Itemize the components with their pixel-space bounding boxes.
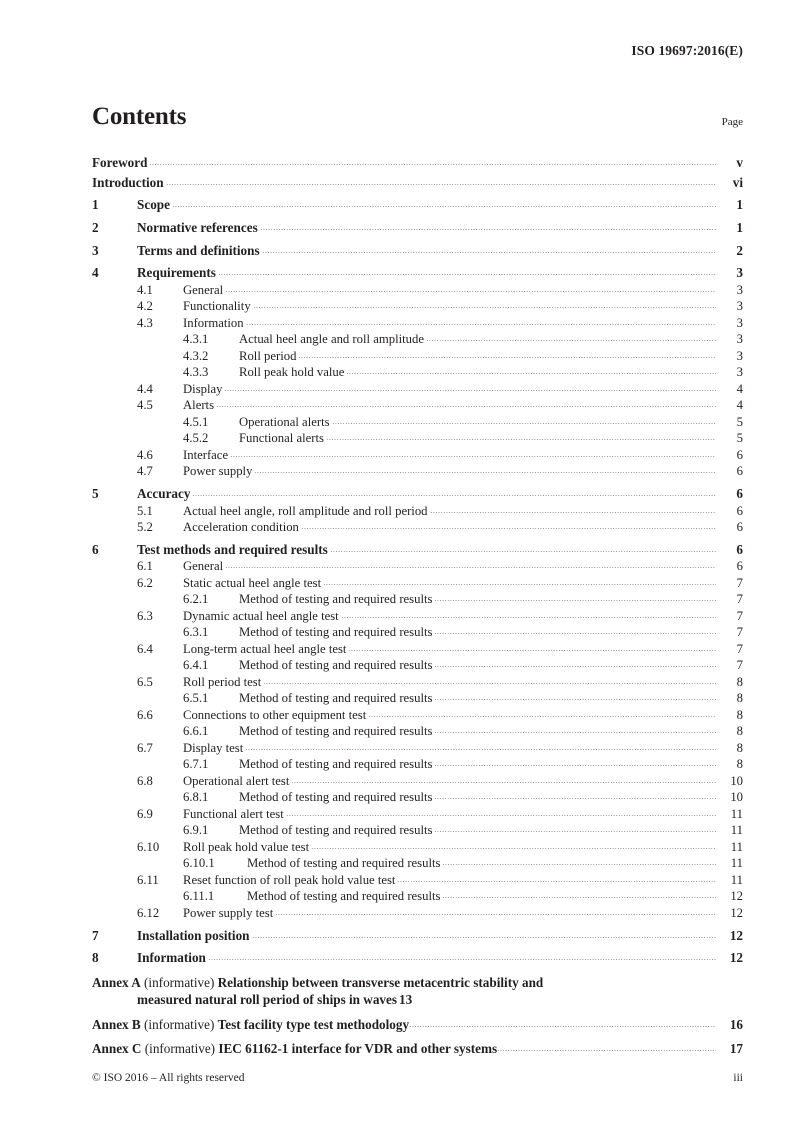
toc-dot-leader: [434, 824, 716, 834]
toc-dot-leader: [298, 350, 716, 360]
toc-entry-page-number: v: [736, 155, 743, 170]
toc-entry-page-number: 11: [730, 872, 743, 887]
toc-entry[interactable]: [92, 220, 743, 237]
toc-dot-leader: [397, 874, 716, 884]
toc-entry[interactable]: [92, 315, 743, 332]
contents-heading-block: [92, 104, 743, 129]
toc-dot-leader: [218, 267, 716, 277]
toc-entry[interactable]: [92, 331, 743, 348]
toc-entry[interactable]: [92, 674, 743, 691]
toc-entry[interactable]: [92, 414, 743, 431]
toc-entry-number: 6.12: [137, 905, 160, 920]
toc-dot-leader: [434, 659, 716, 669]
toc-entry-page-number: 6: [736, 486, 743, 502]
toc-entry-label: Method of testing and required results: [239, 823, 433, 838]
toc-annex-head: [92, 974, 545, 991]
toc-entry[interactable]: [92, 888, 743, 905]
toc-annex-title: Test facility type test methodology: [217, 1016, 410, 1032]
toc-entry-number: 6.2: [137, 575, 153, 590]
toc-entry[interactable]: [92, 855, 743, 872]
toc-dot-leader: [149, 157, 716, 167]
toc-dot-leader: [434, 593, 716, 603]
toc-entry-number: 6.4.1: [183, 658, 209, 673]
toc-entry-page-number: 7: [736, 592, 743, 607]
toc-entry[interactable]: [92, 348, 743, 365]
toc-entry-page-number: 11: [730, 856, 743, 871]
toc-entry-page-number: 7: [736, 625, 743, 640]
toc-entry[interactable]: [92, 447, 743, 464]
toc-dot-leader: [442, 890, 716, 900]
toc-entry-number: 6.11.1: [183, 889, 215, 904]
toc-entry-page-number: 12: [730, 889, 743, 904]
toc-entry-page-number: 3: [736, 365, 743, 380]
toc-entry-label: Acceleration condition: [183, 520, 299, 535]
toc-dot-leader: [430, 505, 716, 515]
toc-annex-page-number: 13: [399, 992, 413, 1008]
toc-dot-leader: [275, 907, 716, 917]
toc-dot-leader: [348, 643, 716, 653]
toc-entry-page-number: 12: [730, 905, 743, 920]
toc-annex-name: Annex B: [92, 1016, 141, 1032]
toc-entry-label: Normative references: [137, 220, 258, 236]
toc-entry[interactable]: [92, 397, 743, 414]
toc-dot-leader: [254, 465, 716, 475]
toc-dot-leader: [332, 416, 716, 426]
toc-entry-label: Functional alert test: [183, 806, 284, 821]
toc-entry-number: 6.8: [137, 773, 153, 788]
toc-entry-number: 4.3: [137, 315, 153, 330]
toc-entry-page-number: 11: [730, 839, 743, 854]
toc-entry-label: General: [183, 559, 224, 574]
toc-entry-label: Actual heel angle and roll amplitude: [239, 332, 424, 347]
toc-entry-page-number: 6: [736, 559, 743, 574]
toc-entry-number: 5.2: [137, 520, 153, 535]
toc-annex-title: Relationship between transverse metacentric stability and: [217, 975, 544, 991]
toc-dot-leader: [326, 432, 716, 442]
toc-dot-leader: [263, 676, 716, 686]
toc-entry[interactable]: [92, 657, 743, 674]
toc-annex-head: [92, 1040, 497, 1057]
toc-entry-page-number: 2: [736, 242, 743, 258]
toc-entry-number: 2: [92, 220, 99, 236]
toc-entry[interactable]: [92, 591, 743, 608]
toc-dot-leader: [434, 725, 716, 735]
toc-entry[interactable]: [92, 430, 743, 447]
toc-entry[interactable]: [92, 905, 743, 922]
toc-entry-label: Method of testing and required results: [239, 625, 433, 640]
toc-entry-page-number: 8: [736, 691, 743, 706]
toc-entry-label: Installation position: [137, 927, 250, 943]
toc-entry[interactable]: [92, 822, 743, 839]
toc-entry-page-number: 7: [736, 575, 743, 590]
toc-dot-leader: [260, 222, 716, 232]
toc-entry-number: 4.3.3: [183, 365, 209, 380]
toc-entry-number: 6.7: [137, 740, 153, 755]
copyright-notice: © ISO 2016 – All rights reserved: [92, 1072, 245, 1084]
toc-annex-title: IEC 61162-1 interface for VDR and other systems: [218, 1041, 498, 1057]
toc-dot-leader: [172, 199, 716, 209]
toc-entry-label: Functional alerts: [239, 431, 324, 446]
toc-entry[interactable]: [92, 740, 743, 757]
toc-entry-number: 4.6: [137, 447, 153, 462]
toc-entry-page-number: 3: [736, 315, 743, 330]
toc-entry-number: 6.9: [137, 806, 153, 821]
toc-entry-number: 4.2: [137, 299, 153, 314]
toc-entry-number: 6: [92, 541, 99, 557]
toc-entry-number: 6.1: [137, 559, 153, 574]
toc-entry-page-number: 11: [730, 823, 743, 838]
toc-entry-number: 6.6: [137, 707, 153, 722]
toc-entry-number: 4.5: [137, 398, 153, 413]
toc-entry-page-number: 12: [729, 927, 743, 943]
toc-annex-name: Annex A: [92, 975, 141, 991]
toc-entry-page-number: 4: [736, 381, 743, 396]
toc-entry-label: Dynamic actual heel angle test: [183, 608, 339, 623]
toc-entry-page-number: 8: [736, 674, 743, 689]
toc-entry-page-number: 3: [736, 282, 743, 297]
toc-entry-page-number: 3: [736, 332, 743, 347]
toc-entry-page-number: 11: [730, 806, 743, 821]
toc-entry-label: Terms and definitions: [137, 242, 260, 258]
toc-entry-label: Method of testing and required results: [239, 757, 433, 772]
toc-entry-label: Operational alerts: [239, 414, 330, 429]
toc-entry-number: 6.5.1: [183, 691, 209, 706]
toc-dot-leader: [442, 857, 716, 867]
toc-entry[interactable]: [92, 806, 743, 823]
toc-dot-leader: [230, 449, 716, 459]
toc-entry-label: Method of testing and required results: [239, 658, 433, 673]
toc-entry-number: 6.11: [137, 872, 159, 887]
toc-entry-page-number: 10: [730, 773, 743, 788]
toc-entry-label: Display: [183, 381, 223, 396]
toc-dot-leader: [245, 742, 716, 752]
toc-entry-page-number: 6: [736, 520, 743, 535]
toc-entry-label: Information: [183, 315, 244, 330]
toc-entry-label: Long-term actual heel angle test: [183, 641, 347, 656]
toc-dot-leader: [301, 521, 716, 531]
toc-entry[interactable]: [92, 265, 743, 282]
toc-entry-number: 6.4: [137, 641, 153, 656]
toc-entry-number: 4: [92, 265, 99, 281]
table-of-contents: [92, 155, 743, 1057]
toc-dot-leader: [192, 488, 716, 498]
toc-entry-number: 6.10: [137, 839, 160, 854]
toc-entry[interactable]: [92, 723, 743, 740]
toc-entry-number: 6.10.1: [183, 856, 215, 871]
toc-annex-kind: (informative): [144, 1041, 216, 1057]
toc-entry-label: Introduction: [92, 174, 164, 190]
toc-entry[interactable]: [92, 243, 743, 260]
toc-dot-leader: [216, 399, 716, 409]
toc-entry-label: Connections to other equipment test: [183, 707, 367, 722]
toc-dot-leader: [341, 610, 716, 620]
toc-entry-label: Static actual heel angle test: [183, 575, 322, 590]
page-column-label: Page: [721, 116, 743, 128]
toc-entry[interactable]: [92, 197, 743, 214]
toc-dot-leader: [291, 775, 716, 785]
toc-entry[interactable]: [92, 298, 743, 315]
toc-entry-page-number: 7: [736, 641, 743, 656]
toc-dot-leader: [246, 317, 716, 327]
toc-entry-page-number: 12: [729, 950, 743, 966]
toc-dot-leader: [368, 709, 716, 719]
toc-entry-number: 4.3.2: [183, 348, 209, 363]
toc-entry[interactable]: [92, 463, 743, 480]
toc-entry-label: Test methods and required results: [137, 541, 328, 557]
toc-entry-number: 5: [92, 486, 99, 502]
toc-entry-page-number: 3: [736, 348, 743, 363]
toc-dot-leader: [434, 791, 716, 801]
toc-entry-page-number: 6: [736, 464, 743, 479]
toc-entry-label: Foreword: [92, 155, 148, 170]
toc-entry-number: 4.5.1: [183, 414, 209, 429]
toc-entry-page-number: 8: [736, 757, 743, 772]
toc-entry-page-number: 3: [736, 265, 743, 281]
toc-entry[interactable]: [92, 608, 743, 625]
toc-dot-leader: [434, 626, 716, 636]
page-footer: [92, 1072, 743, 1084]
toc-entry-page-number: 6: [736, 503, 743, 518]
toc-dot-leader: [262, 245, 716, 255]
toc-entry-number: 6.3: [137, 608, 153, 623]
page-title: Contents: [92, 103, 187, 130]
toc-annex-entry[interactable]: [92, 1040, 743, 1057]
toc-entry[interactable]: [92, 624, 743, 641]
toc-entry-page-number: 7: [736, 608, 743, 623]
toc-entry-page-number: 8: [736, 740, 743, 755]
toc-entry-number: 6.3.1: [183, 625, 209, 640]
toc-entry-label: Method of testing and required results: [239, 592, 433, 607]
toc-entry-label: Operational alert test: [183, 773, 290, 788]
toc-entry[interactable]: [92, 872, 743, 889]
toc-dot-leader: [330, 544, 716, 554]
toc-entry-page-number: 5: [736, 431, 743, 446]
toc-dot-leader: [253, 300, 716, 310]
toc-entry-number: 5.1: [137, 503, 153, 518]
toc-entry-number: 6.6.1: [183, 724, 209, 739]
toc-dot-leader: [434, 758, 716, 768]
toc-annex-page-number: 16: [729, 1016, 743, 1032]
toc-entry-page-number: 1: [736, 197, 743, 213]
toc-entry-label: Roll peak hold value: [239, 365, 345, 380]
toc-annex-title-continued: measured natural roll period of ships in waves: [137, 992, 397, 1008]
toc-dot-leader: [166, 177, 716, 187]
toc-annex-kind: (informative): [144, 1016, 215, 1032]
toc-entry-page-number: 10: [730, 790, 743, 805]
toc-entry-number: 3: [92, 242, 99, 258]
toc-entry-label: Information: [137, 950, 206, 966]
toc-entry[interactable]: [92, 486, 743, 503]
toc-entry-number: 6.9.1: [183, 823, 209, 838]
toc-entry-page-number: 8: [736, 707, 743, 722]
toc-entry-label: Method of testing and required results: [247, 856, 441, 871]
toc-entry-label: Actual heel angle, roll amplitude and roll period: [183, 503, 428, 518]
toc-dot-leader: [311, 841, 716, 851]
toc-entry-label: Method of testing and required results: [247, 889, 441, 904]
toc-entry-page-number: 4: [736, 398, 743, 413]
toc-entry-page-number: 5: [736, 414, 743, 429]
toc-dot-leader: [224, 383, 716, 393]
toc-entry[interactable]: [92, 641, 743, 658]
toc-entry-number: 4.7: [137, 464, 153, 479]
toc-entry[interactable]: [92, 175, 743, 192]
toc-dot-leader: [497, 1043, 716, 1053]
toc-entry-label: General: [183, 282, 224, 297]
toc-dot-leader: [208, 952, 716, 962]
toc-entry-number: 6.7.1: [183, 757, 209, 772]
toc-entry-label: Scope: [137, 197, 170, 213]
toc-entry-number: 4.1: [137, 282, 153, 297]
toc-entry-label: Alerts: [183, 398, 215, 413]
toc-entry[interactable]: [92, 789, 743, 806]
toc-annex-page-number: 17: [729, 1041, 743, 1057]
toc-entry[interactable]: [92, 558, 743, 575]
toc-entry-label: Reset function of roll peak hold value test: [183, 872, 396, 887]
toc-entry-number: 7: [92, 927, 99, 943]
toc-dot-leader: [323, 577, 716, 587]
toc-entry-number: 4.3.1: [183, 332, 209, 347]
toc-entry-page-number: 7: [736, 658, 743, 673]
toc-entry[interactable]: [92, 503, 743, 520]
toc-dot-leader: [409, 1019, 716, 1029]
toc-entry-label: Method of testing and required results: [239, 724, 433, 739]
toc-dot-leader: [225, 284, 716, 294]
toc-entry-label: Interface: [183, 447, 229, 462]
toc-dot-leader: [252, 930, 717, 940]
toc-entry-number: 6.8.1: [183, 790, 209, 805]
toc-annex-head: [92, 1016, 409, 1033]
toc-entry[interactable]: [92, 756, 743, 773]
toc-dot-leader: [426, 333, 716, 343]
document-header-reference: ISO 19697:2016(E): [631, 43, 743, 58]
toc-entry-label: Requirements: [137, 265, 216, 281]
toc-entry-number: 6.2.1: [183, 592, 209, 607]
toc-entry-page-number: 3: [736, 299, 743, 314]
toc-entry[interactable]: [92, 155, 743, 172]
toc-entry-page-number: 6: [736, 447, 743, 462]
toc-entry[interactable]: [92, 364, 743, 381]
toc-dot-leader: [434, 692, 716, 702]
toc-entry[interactable]: [92, 575, 743, 592]
toc-entry-label: Display test: [183, 740, 244, 755]
toc-entry[interactable]: [92, 282, 743, 299]
toc-entry-label: Roll period: [239, 348, 297, 363]
toc-entry[interactable]: [92, 707, 743, 724]
toc-annex-entry[interactable]: [92, 974, 743, 1008]
toc-entry-number: 1: [92, 197, 99, 213]
toc-entry-page-number: 1: [736, 220, 743, 236]
toc-entry[interactable]: [92, 839, 743, 856]
toc-dot-leader: [225, 560, 716, 570]
toc-entry-number: 4.4: [137, 381, 153, 396]
toc-entry-page-number: 8: [736, 724, 743, 739]
toc-entry-label: Method of testing and required results: [239, 691, 433, 706]
toc-annex-name: Annex C: [92, 1041, 142, 1057]
toc-entry[interactable]: [92, 519, 743, 536]
toc-entry-label: Power supply test: [183, 905, 274, 920]
toc-entry-page-number: 6: [736, 541, 743, 557]
toc-entry-label: Roll peak hold value test: [183, 839, 310, 854]
toc-annex-kind: (informative): [144, 975, 215, 991]
toc-entry-label: Power supply: [183, 464, 253, 479]
toc-annex-entry[interactable]: [92, 1016, 743, 1033]
toc-entry[interactable]: [92, 542, 743, 559]
toc-dot-leader: [286, 808, 716, 818]
toc-entry-page-number: vi: [732, 174, 743, 190]
toc-entry-label: Roll period test: [183, 674, 262, 689]
toc-entry[interactable]: [92, 773, 743, 790]
toc-entry[interactable]: [92, 928, 743, 945]
toc-entry[interactable]: [92, 950, 743, 967]
toc-entry-label: Accuracy: [137, 486, 191, 502]
toc-entry-number: 4.5.2: [183, 431, 209, 446]
toc-entry-label: Method of testing and required results: [239, 790, 433, 805]
toc-entry-number: 6.5: [137, 674, 153, 689]
toc-entry[interactable]: [92, 381, 743, 398]
page-folio: iii: [733, 1072, 743, 1084]
toc-entry-number: 8: [92, 950, 99, 966]
toc-entry[interactable]: [92, 690, 743, 707]
toc-dot-leader: [346, 366, 716, 376]
toc-entry-label: Functionality: [183, 299, 251, 314]
